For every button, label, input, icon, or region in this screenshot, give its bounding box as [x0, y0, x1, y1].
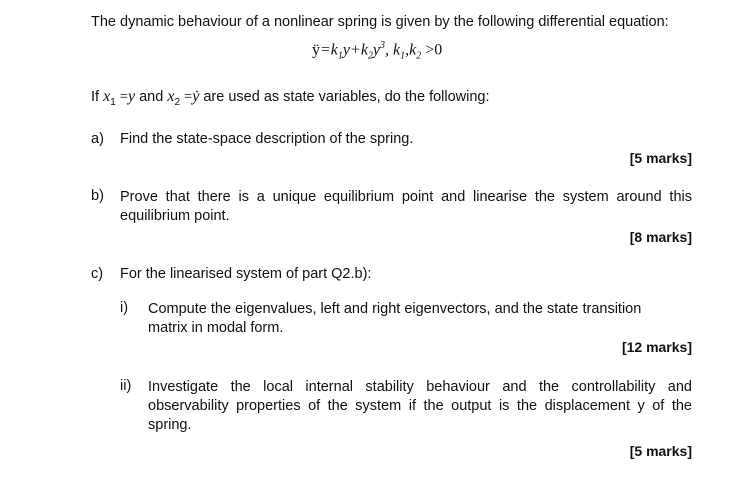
part-c-label: c) — [91, 266, 104, 282]
part-b-text: Prove that there is a unique equilibrium point and linearise the system around this equilibrium point. — [120, 189, 692, 224]
part-a-marks: [5 marks] — [629, 150, 692, 166]
part-a-text: Find the state-space description of the spring. — [120, 131, 414, 147]
part-c-ii-marks: [5 marks] — [629, 443, 692, 459]
part-c-i-text: Compute the eigenvalues, left and right eigenvectors, and the state transition matrix in modal form. — [148, 301, 642, 336]
part-c-i-marks: [12 marks] — [621, 339, 692, 355]
differential-equation: $ÿ=k_1y+k_2y^3$, $k_1,k_2 >0$ — [312, 40, 443, 62]
part-c-i-label: i) — [120, 300, 129, 316]
part-c-ii-label: ii) — [120, 378, 132, 394]
part-b-label: b) — [91, 188, 104, 204]
part-b-marks: [8 marks] — [629, 229, 692, 245]
state-variables-text: If $x_1 =y$ and $x_2$ =ẏ are used as state variables, do the following: — [91, 88, 490, 108]
part-a-label: a) — [91, 131, 104, 147]
intro-text: The dynamic behaviour of a nonlinear spring is given by the following differential equation: — [91, 14, 669, 30]
part-c-text: For the linearised system of part Q2.b): — [120, 266, 372, 282]
part-c-ii-text: Investigate the local internal stability behaviour and the controllability and observability properties of the system if the output is the displacement y of the spring. — [148, 379, 692, 433]
